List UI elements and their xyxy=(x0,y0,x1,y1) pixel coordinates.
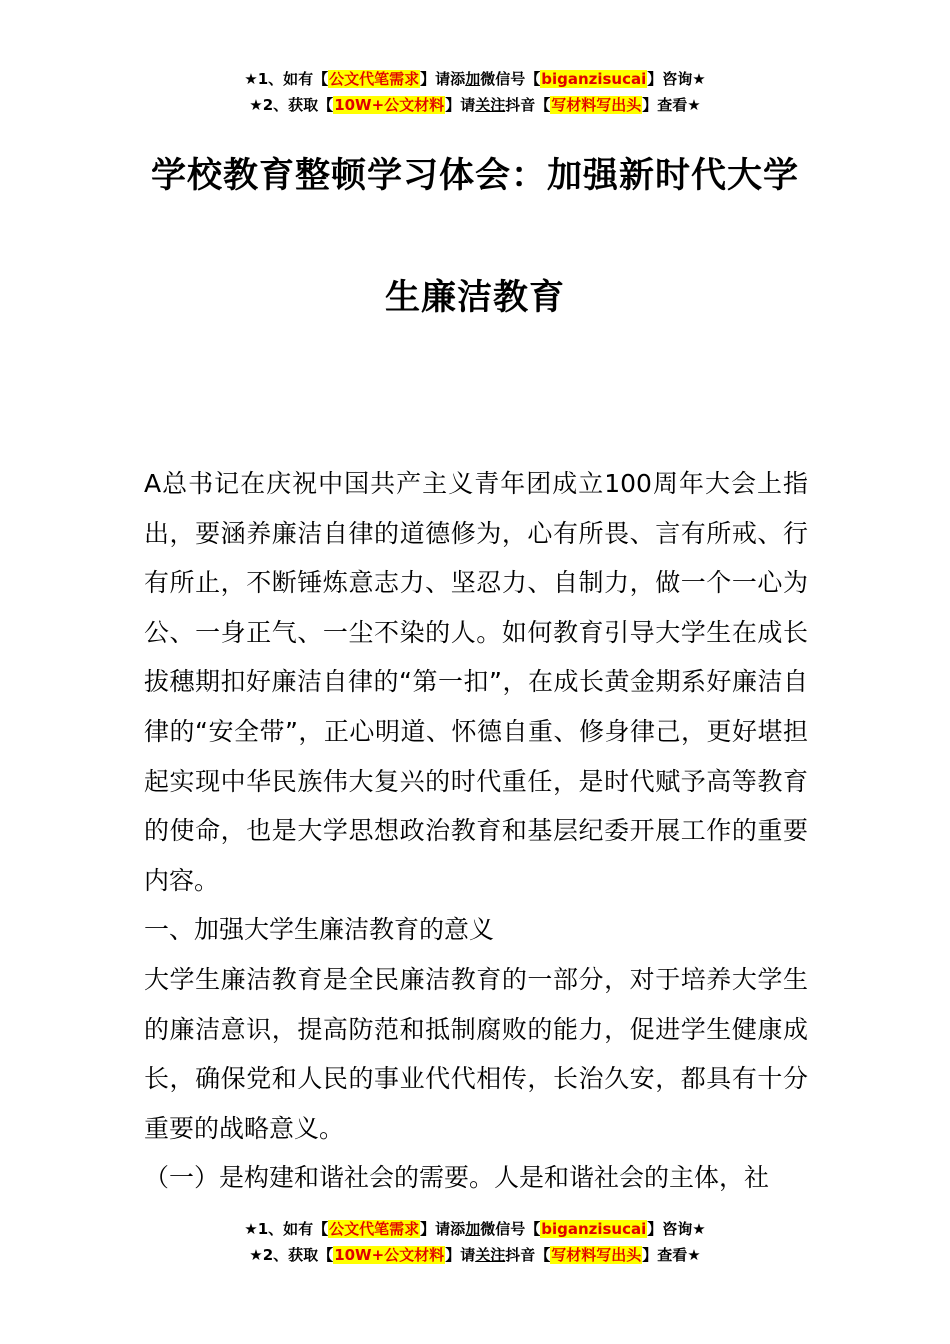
highlight-wechat-id: biganzisucai xyxy=(541,1220,647,1238)
paragraph-intro: A总书记在庆祝中国共产主义青年团成立100周年大会上指出，要涵养廉洁自律的道德修为，心有所畏、言有所戒、行有所止，不断锤炼意志力、坚忍力、自制力，做一个一心为公、一身正气、一尘不染的人。如何教育引导大学生在成长拔穗期扣好廉洁自律的“第一扣”，在成长黄金期系好廉洁自律的“安全带”，正心明道、怀德自重、修身律己，更好堪担起实现中华民族伟大复兴的时代重任，是时代赋予高等教育的使命，也是大学思想政治教育和基层纪委开展工作的重要内容。 xyxy=(144,469,808,895)
highlight-douyin-account: 写材料写出头 xyxy=(551,1246,642,1264)
promo-line-2: ★2、获取【10W+公文材料】请关注抖音【写材料写出头】查看★ xyxy=(249,1246,701,1264)
highlight-service: 公文代笔需求 xyxy=(329,70,420,88)
document-title-line-2: 生廉洁教育 xyxy=(384,278,565,318)
document-body xyxy=(144,459,808,1203)
promo-banner-bottom xyxy=(0,1216,950,1268)
promo-line-1: ★1、如有【公文代笔需求】请添加微信号【biganzisucai】咨询★ xyxy=(244,70,706,88)
highlight-materials: 10W+公文材料 xyxy=(334,1246,445,1264)
promo-line-2: ★2、获取【10W+公文材料】请关注抖音【写材料写出头】查看★ xyxy=(249,96,701,114)
highlight-wechat-id: biganzisucai xyxy=(541,70,647,88)
highlight-materials: 10W+公文材料 xyxy=(334,96,445,114)
section-heading: 一、加强大学生廉洁教育的意义 xyxy=(144,915,495,945)
paragraph: （一）是构建和谐社会的需要。人是和谐社会的主体，社 xyxy=(144,1163,770,1193)
highlight-service: 公文代笔需求 xyxy=(329,1220,420,1238)
document-title-line-1: 学校教育整顿学习体会：加强新时代大学 xyxy=(150,156,799,196)
paragraph: 大学生廉洁教育是全民廉洁教育的一部分，对于培养大学生的廉洁意识，提高防范和抵制腐败的能力，促进学生健康成长，确保党和人民的事业代代相传，长治久安，都具有十分重要的战略意义。 xyxy=(144,964,808,1143)
highlight-douyin-account: 写材料写出头 xyxy=(551,96,642,114)
promo-line-1: ★1、如有【公文代笔需求】请添加微信号【biganzisucai】咨询★ xyxy=(244,1220,706,1238)
promo-banner-top xyxy=(0,66,950,118)
